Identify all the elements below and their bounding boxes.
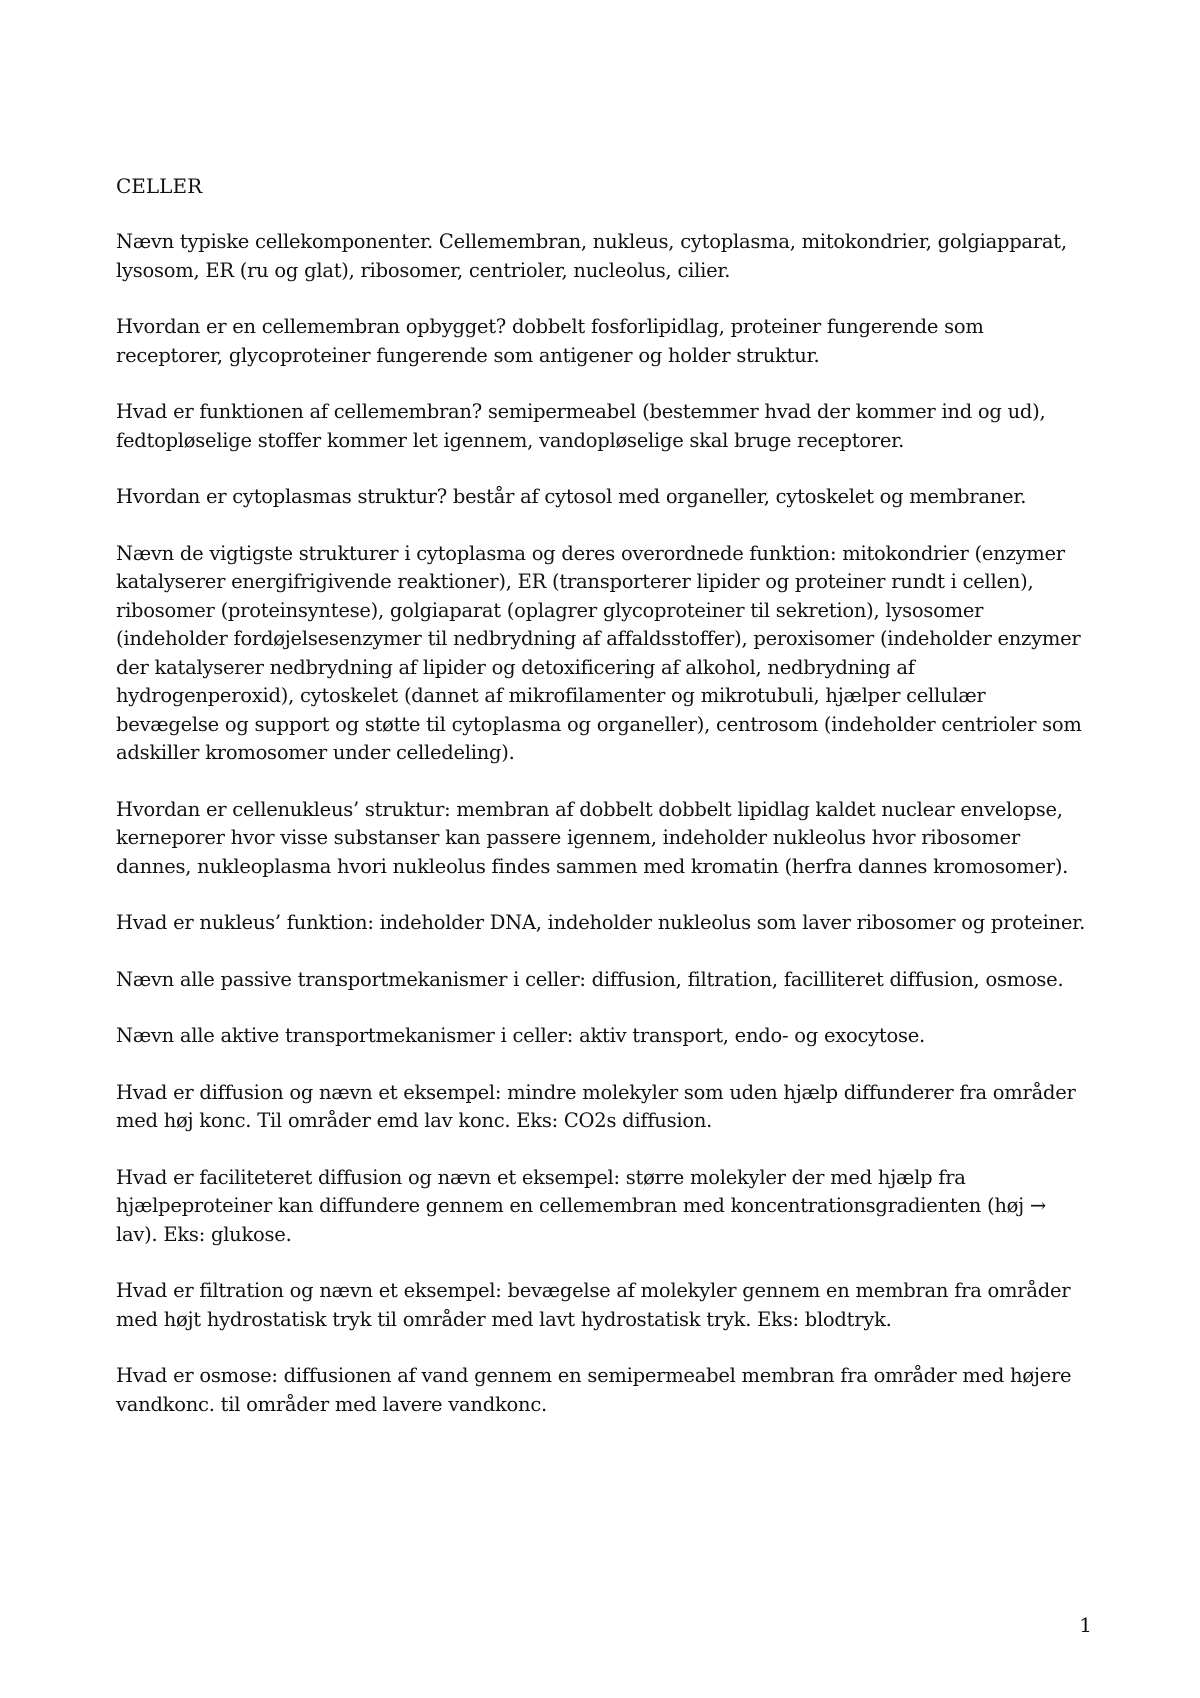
paragraph-membrane-structure: Hvordan er en cellemembran opbygget? dobbelt fosforlipidlag, proteiner fungerende som receptorer, glycoproteiner fungerende som antigener og holder struktur.	[116, 315, 984, 367]
document-page	[116, 172, 1091, 1447]
page-number: 1	[1079, 1613, 1092, 1637]
paragraph-cytoplasm-structure: Hvordan er cytoplasmas struktur? består af cytosol med organeller, cytoskelet og membraner.	[116, 485, 1027, 508]
paragraph-membrane-function: Hvad er funktionen af cellemembran? semipermeabel (bestemmer hvad der kommer ind og ud), fedtopløselige stoffer kommer let igennem, vandopløselige skal bruge receptorer.	[116, 400, 1046, 452]
paragraph-cytoplasm-organelles: Nævn de vigtigste strukturer i cytoplasma og deres overordnede funktion: mitokondrier (enzymer katalyserer energifrigivende reaktioner), ER (transporterer lipider og proteiner rundt i cellen), ribosomer (proteinsyntese), golgiaparat (oplagrer glycoproteiner til sekretion), lysosomer (indeholder fordøjelsesenzymer til nedbrydning af affaldsstoffer), peroxisomer (indeholder enzymer der katalyserer nedbrydning af lipider og detoxificering af alkohol, nedbrydning af hydrogenperoxid), cytoskelet (dannet af mikrofilamenter og mikrotubuli, hjælper cellulær bevægelse og support og støtte til cytoplasma og organeller), centrosom (indeholder centrioler som adskiller kromosomer under celledeling).	[116, 541, 1082, 764]
paragraph-passive-transport: Nævn alle passive transportmekanismer i celler: diffusion, filtration, facilliteret diffusion, osmose.	[116, 967, 1064, 991]
document-heading: CELLER	[116, 174, 203, 198]
paragraph-nucleus-function: Hvad er nukleus’ funktion: indeholder DNA, indeholder nukleolus som laver ribosomer og proteiner.	[116, 911, 1086, 934]
paragraph-osmosis: Hvad er osmose: diffusionen af vand gennem en semipermeabel membran fra områder med højere vandkonc. til områder med lavere vandkonc.	[116, 1364, 1072, 1416]
paragraph-nucleus-structure: Hvordan er cellenukleus’ struktur: membran af dobbelt dobbelt lipidlag kaldet nuclear envelopse, kerneporer hvor visse substanser kan passere igennem, indeholder nukleolus hvor ribosomer dannes, nukleoplasma hvori nukleolus findes sammen med kromatin (herfra dannes kromosomer).	[116, 797, 1069, 878]
paragraph-cell-components: Nævn typiske cellekomponenter. Cellemembran, nukleus, cytoplasma, mitokondrier, golgiapparat, lysosom, ER (ru og glat), ribosomer, centrioler, nucleolus, cilier.	[116, 230, 1067, 282]
paragraph-active-transport: Nævn alle aktive transportmekanismer i celler: aktiv transport, endo- og exocytose.	[116, 1024, 925, 1047]
paragraph-facilitated-diffusion: Hvad er faciliteteret diffusion og nævn et eksempel: større molekyler der med hjælp fra hjælpeproteiner kan diffundere gennem en cellemembran med koncentrationsgradienten (høj → lav). Eks: glukose.	[116, 1165, 1047, 1246]
paragraph-filtration: Hvad er filtration og nævn et eksempel: bevægelse af molekyler gennem en membran fra områder med højt hydrostatisk tryk til områder med lavt hydrostatisk tryk. Eks: blodtryk.	[116, 1279, 1071, 1331]
paragraph-diffusion: Hvad er diffusion og nævn et eksempel: mindre molekyler som uden hjælp diffunderer fra områder med høj konc. Til områder emd lav konc. Eks: CO2s diffusion.	[116, 1080, 1076, 1132]
